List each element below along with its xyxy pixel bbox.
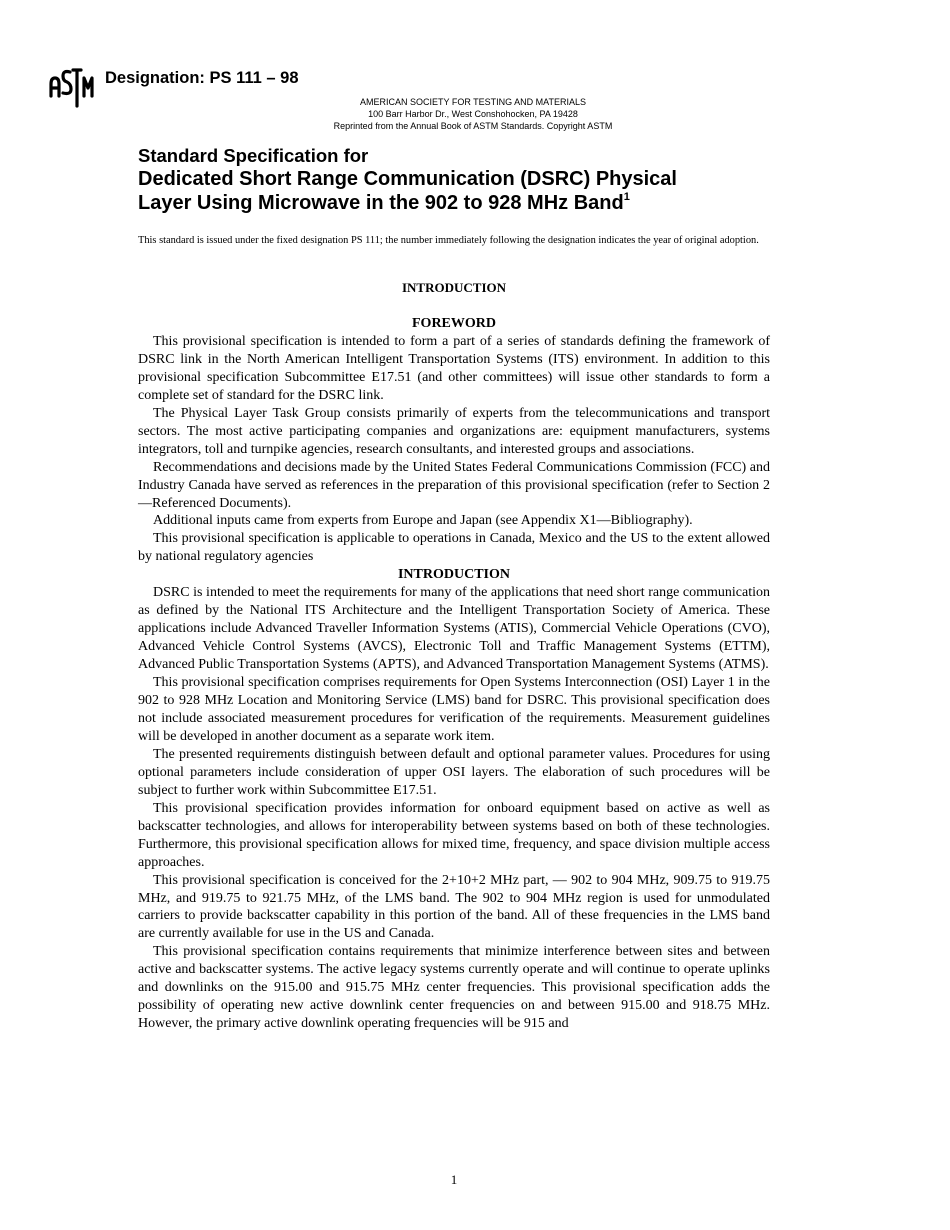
- society-line: AMERICAN SOCIETY FOR TESTING AND MATERIALS: [359, 97, 587, 107]
- paragraph: This provisional specification is intended to form a part of a series of standards defining the framework of DSRC link in the North American Intelligent Transportation Systems (ITS) environment. In addition to this provisional specification Subcommittee E17.51 (and other committees) will issue other standards to form a complete set of standard for the DSRC link.: [138, 333, 770, 403]
- title-line-3-text: Layer Using Microwave in the 902 to 928 MHz Band: [138, 192, 624, 214]
- body-text: [138, 315, 770, 1033]
- society-block: [0, 96, 946, 132]
- issued-note: This standard is issued under the fixed designation PS 111; the number immediately following the designation indicates the year of original adoption.: [138, 235, 759, 246]
- foreword-heading: FOREWORD: [412, 316, 496, 331]
- footnote-mark: 1: [623, 191, 630, 203]
- paragraph: This provisional specification is conceived for the 2+10+2 MHz part, — 902 to 904 MHz, 909.75 to 919.75 MHz, and 919.75 to 921.75 MHz, of the LMS band. The 902 to 904 MHz region is used for unmodulated carriers to provide backscatter capability in this portion of the band. All of these frequencies in the LMS band are currently available for use in the US and Canada.: [138, 872, 770, 942]
- designation: Designation: PS 111 – 98: [105, 69, 299, 87]
- logo-text: ASTM: [48, 62, 51, 63]
- title-line-3: [138, 191, 818, 218]
- paragraph: This provisional specification is applicable to operations in Canada, Mexico and the US to the extent allowed by national regulatory agencies: [138, 531, 770, 565]
- introduction-subheading: INTRODUCTION: [397, 567, 510, 583]
- paragraph: Additional inputs came from experts from Europe and Japan (see Appendix X1—Bibliography).: [153, 513, 693, 529]
- society-line: Reprinted from the Annual Book of ASTM Standards. Copyright ASTM: [333, 121, 613, 131]
- paragraph: This provisional specification contains requirements that minimize interference between sites and between active and backscatter systems. The active legacy systems currently operate and will continue to operate uplinks and downlinks on the 915.00 and 915.75 MHz center frequencies. This provisional specification adds the possibility of operating new active downlink center frequencies on and between 915.00 and 918.75 MHz. However, the primary active downlink operating frequencies will be 915 and: [138, 944, 770, 1032]
- society-line: 100 Barr Harbor Dr., West Conshohocken, PA 19428: [368, 109, 578, 119]
- document-title: [138, 144, 818, 218]
- paragraph: This provisional specification provides information for onboard equipment based on active as well as backscatter technologies, and allows for interoperability between systems based on both of these technologies. Furthermore, this provisional specification allows for mixed time, frequency, and space division multiple access approaches.: [138, 800, 770, 870]
- title-line-2: Dedicated Short Range Communication (DSRC) Physical: [138, 168, 677, 190]
- paragraph: DSRC is intended to meet the requirements for many of the applications that need short range communication as defined by the National ITS Architecture and the Intelligent Transportation Society of America. These applications include Advanced Traveller Information Systems (ATIS), Commercial Vehicle Operations (CVO), Advanced Vehicle Control Systems (AVCS), Electronic Toll and Traffic Management Systems (ETTM), Advanced Public Transportation Systems (APTS), and Advanced Transportation Management Systems (ATMS).: [138, 585, 770, 673]
- paragraph: This provisional specification comprises requirements for Open Systems Interconnection (OSI) Layer 1 in the 902 to 928 MHz Location and Monitoring Service (LMS) band for DSRC. This provisional specification does not include associated measurement procedures for verification of the requirements. Measurement guidelines will be developed in another document as a separate work item.: [138, 675, 770, 744]
- paragraph: The Physical Layer Task Group consists primarily of experts from the telecommunications and transport sectors. The most active participating companies and organizations are: equipment manufacturers, systems integrators, toll and turnpike agencies, research consultants, and interested groups and associations.: [138, 405, 770, 457]
- paragraph: Recommendations and decisions made by the United States Federal Communications Commission (FCC) and Industry Canada have served as references in the preparation of this provisional specification (refer to Section 2—Referenced Documents).: [138, 459, 770, 511]
- title-line-1: Standard Specification for: [138, 145, 369, 166]
- paragraph: The presented requirements distinguish between default and optional parameter values. Procedures for using optional parameters include consideration of upper OSI layers. The elaboration of such procedures will be subject to further work within Subcommittee E17.51.: [138, 746, 770, 798]
- introduction-heading: INTRODUCTION: [401, 280, 506, 295]
- page-number: 1: [450, 1172, 458, 1187]
